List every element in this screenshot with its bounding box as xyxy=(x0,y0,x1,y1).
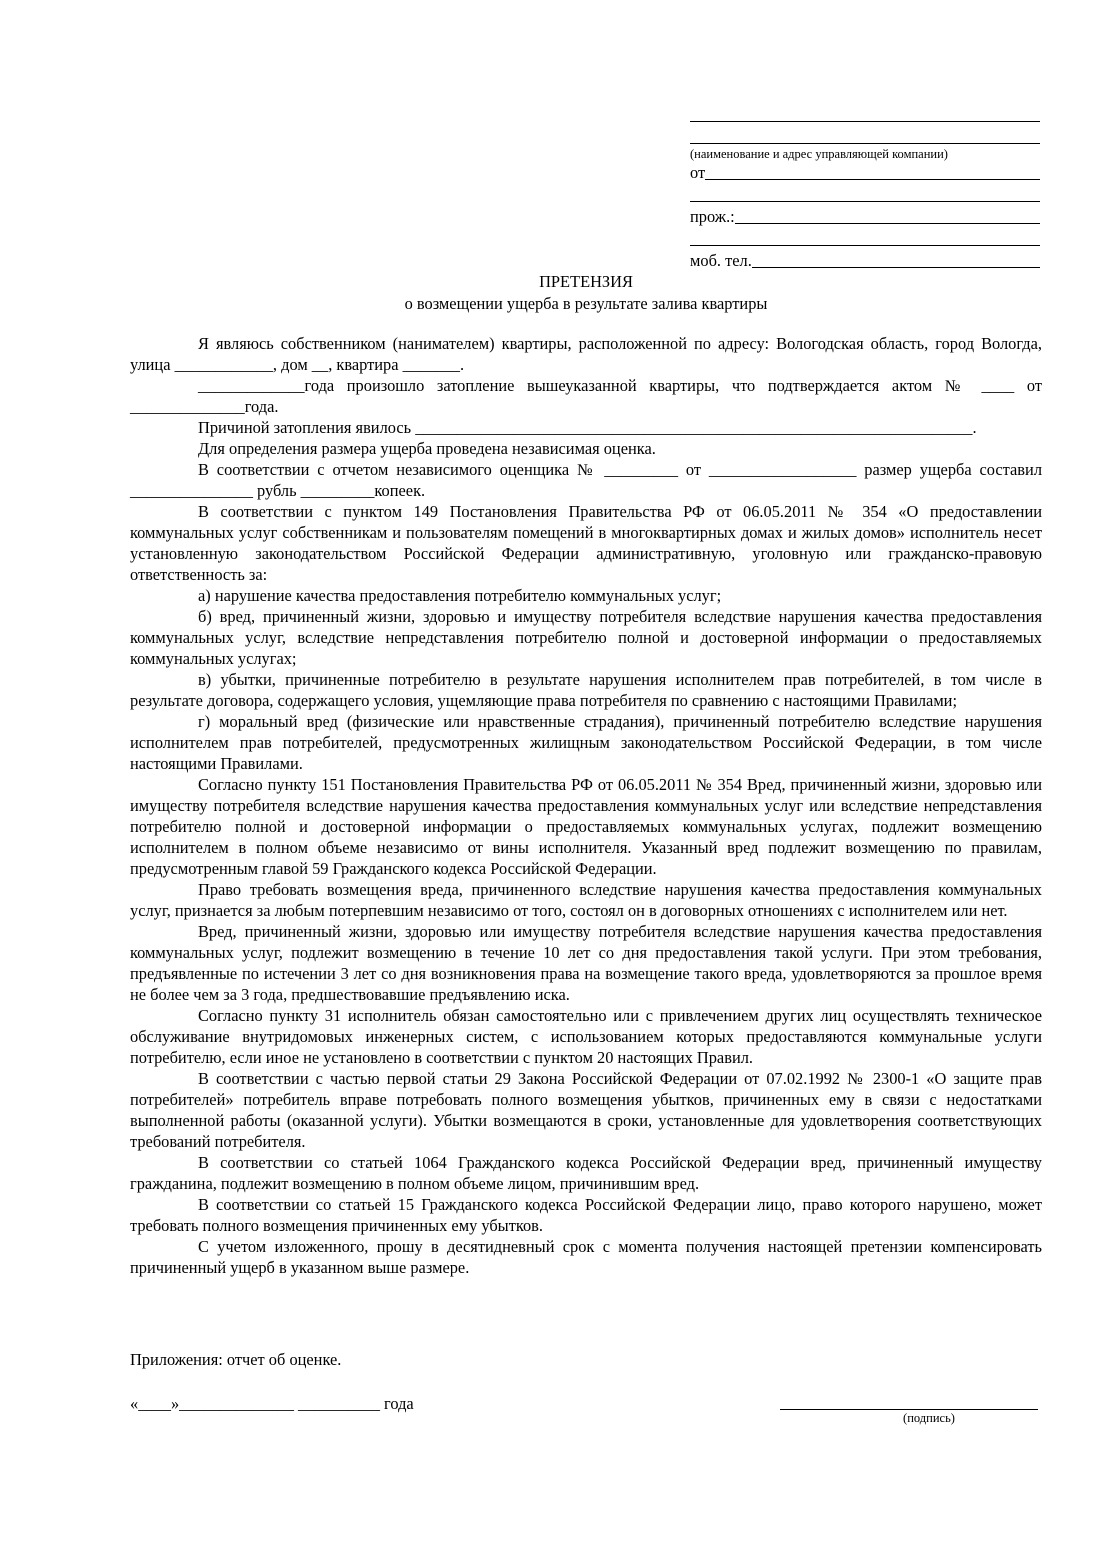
paragraph: Я являюсь собственником (нанимателем) квартиры, расположенной по адресу: Вологодская область, город Вологда, улица ____________, дом __, квартира _______. xyxy=(130,334,1042,374)
paragraph: в) убытки, причиненные потребителю в результате нарушения исполнителем прав потребителей, в том числе в результате договора, содержащего условия, ущемляющие права потребителя по сравнению с настоящими Правилами; xyxy=(130,670,1042,710)
addressee-blank-line xyxy=(690,183,1040,202)
paragraph: б) вред, причиненный жизни, здоровью и имуществу потребителя вследствие нарушения качества предоставления коммунальных услуг, вследствие непредставления потребителю полной и достоверной информации о предоставляемых коммунальных услугах; xyxy=(130,607,1042,668)
paragraph: _____________года произошло затопление вышеуказанной квартиры, что подтверждается актом № ____ от ______________года. xyxy=(130,376,1042,416)
date-field: «____»______________ __________ года xyxy=(130,1394,414,1413)
residence-blank xyxy=(735,207,1040,224)
paragraph: В соответствии с отчетом независимого оценщика № _________ от __________________ размер ущерба составил _______________ рубль _________копеек. xyxy=(130,460,1042,500)
paragraph: Право требовать возмещения вреда, причиненного вследствие нарушения качества предоставления коммунальных услуг, признается за любым потерпевшим независимо от того, состоял он в договорных отношениях с исполнителем или нет. xyxy=(130,880,1042,920)
paragraph: В соответствии с частью первой статьи 29 Закона Российской Федерации от 07.02.1992 № 2300-1 «О защите прав потребителей» потребитель вправе потребовать полного возмещения убытков, причиненных ему в связи с недостатками выполненной работы (оказанной услуги). Убытки возмещаются в сроки, установленные для удовлетворения соответствующих требований потребителя. xyxy=(130,1069,1042,1151)
phone-label: моб. тел. xyxy=(690,251,752,270)
document-title xyxy=(130,271,1042,315)
signature-block xyxy=(780,1392,1038,1426)
residence-field xyxy=(690,206,1040,227)
paragraph: Согласно пункту 151 Постановления Правительства РФ от 06.05.2011 № 354 Вред, причиненный жизни, здоровью или имуществу потребителя вследствие нарушения качества предоставления коммунальных услуг или вследствие непредставления потребителю полной и достоверной информации о предоставляемых коммунальных услугах, подлежит возмещению исполнителем в полном объеме независимо от вины исполнителя. Указанный вред подлежит возмещению по правилам, предусмотренным главой 59 Гражданского кодекса Российской Федерации. xyxy=(130,775,1042,878)
signature-caption: (подпись) xyxy=(903,1411,955,1425)
paragraph: С учетом изложенного, прошу в десятидневный срок с момента получения настоящей претензии компенсировать причиненный ущерб в указанном выше размере. xyxy=(130,1237,1042,1277)
addressee-block xyxy=(690,104,1040,271)
paragraph: В соответствии с пунктом 149 Постановления Правительства РФ от 06.05.2011 № 354 «О предоставлении коммунальных услуг собственникам и пользователям помещений в многоквартирных домах и жилых домов» исполнитель несет установленную законодательством Российской Федерации административную, уголовную или гражданско-правовую ответственность за: xyxy=(130,502,1042,584)
claim-body xyxy=(130,333,1042,1278)
paragraph: а) нарушение качества предоставления потребителю коммунальных услуг; xyxy=(198,586,722,605)
phone-field xyxy=(690,250,1040,271)
paragraph: Для определения размера ущерба проведена независимая оценка. xyxy=(198,439,656,458)
from-label: от xyxy=(690,163,706,182)
paragraph: В соответствии со статьей 1064 Гражданского кодекса Российской Федерации вред, причиненный имуществу гражданина, подлежит возмещению в полном объеме лицом, причинившим вред. xyxy=(130,1153,1042,1193)
from-blank xyxy=(705,163,1040,180)
paragraph: В соответствии со статьей 15 Гражданского кодекса Российской Федерации лицо, право которого нарушено, может требовать полного возмещения причиненных ему убытков. xyxy=(130,1195,1042,1235)
from-field xyxy=(690,162,1040,183)
addressee-blank-line xyxy=(690,127,1040,144)
paragraph: Причиной затопления явилось ____________________________________________________________________. xyxy=(198,418,977,437)
phone-blank xyxy=(752,251,1040,268)
title-main: ПРЕТЕНЗИЯ xyxy=(539,272,633,291)
paragraph: г) моральный вред (физические или нравственные страдания), причиненный потребителю вследствие нарушения исполнителем прав потребителей, предусмотренных жилищным законодательством Российской Федерации, в том числе настоящими Правилами. xyxy=(130,712,1042,773)
paragraph: Согласно пункту 31 исполнитель обязан самостоятельно или с привлечением других лиц осуществлять техническое обслуживание внутридомовых инженерных систем, с использованием которых предоставляются коммунальные услуги потребителю, если иное не установлено в соответствии с пунктом 20 настоящих Правил. xyxy=(130,1006,1042,1067)
addressee-caption: (наименование и адрес управляющей компании) xyxy=(690,147,948,161)
residence-label: прож.: xyxy=(690,207,735,226)
addressee-blank-line xyxy=(690,227,1040,246)
addressee-blank-line xyxy=(690,104,1040,122)
title-subtitle: о возмещении ущерба в результате залива квартиры xyxy=(404,294,768,313)
appendix-note: Приложения: отчет об оценке. xyxy=(130,1350,342,1369)
signature-blank xyxy=(780,1392,1038,1410)
paragraph: Вред, причиненный жизни, здоровью или имуществу потребителя вследствие нарушения качества предоставления коммунальных услуг, подлежит возмещению в течение 10 лет со дня предоставления такой услуги. При этом требования, предъявленные по истечении 3 лет со дня возникновения права на возмещение такого вреда, удовлетворяются за прошлое время не более чем за 3 года, предшествовавшие предъявлению иска. xyxy=(130,922,1042,1004)
